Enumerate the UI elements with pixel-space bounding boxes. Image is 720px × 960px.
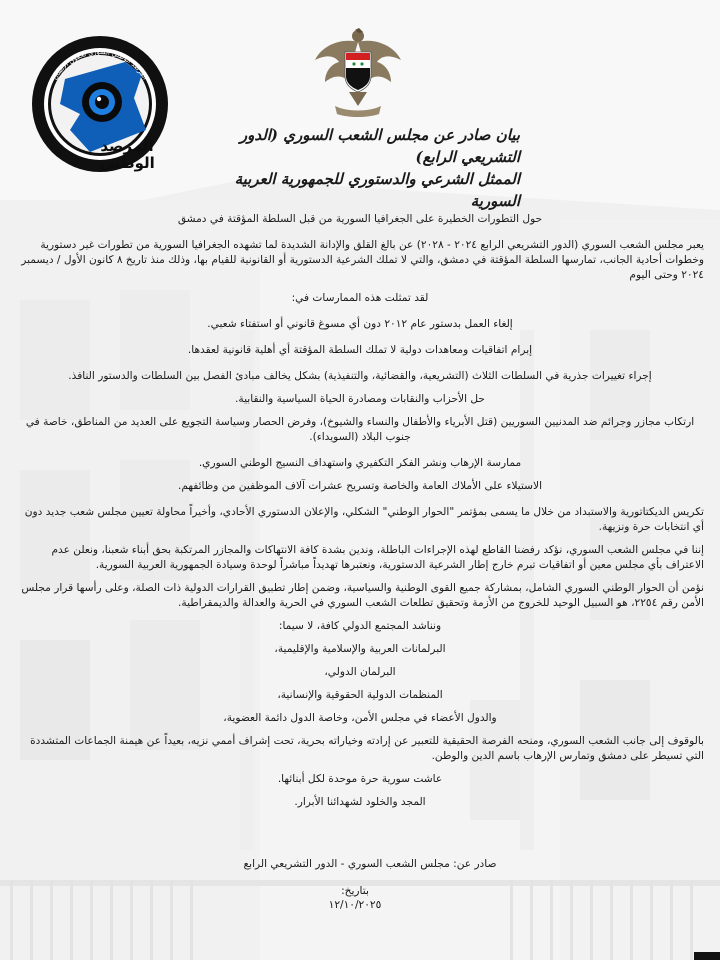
signature-date: [300, 884, 410, 912]
statement-header: [190, 124, 520, 212]
practice-item-3: إجراء تغييرات جذرية في السلطات الثلاث (التشريعية، والقضائية، والتنفيذية) بشكل يخالف مبادئ الفصل بين السلطات والدستور النافذ.: [68, 370, 652, 382]
statement-body: [16, 212, 704, 810]
practice-item-1: إلغاء العمل بدستور عام ٢٠١٢ دون أي مسوغ قانوني أو استفتاء شعبي.: [207, 318, 513, 330]
header-line-1: بيان صادر عن مجلس الشعب السوري (الدور التشريعي الرابع): [239, 126, 520, 166]
practice-item-6: ممارسة الإرهاب ونشر الفكر التكفيري واستهداف النسيج الوطني السوري.: [198, 457, 522, 469]
recipient-4: والدول الأعضاء في مجلس الأمن، وخاصة الدول دائمة العضوية،: [223, 712, 497, 724]
practices-heading: لقد تمثلت هذه الممارسات في:: [291, 292, 429, 304]
svg-text:المرصد الوطني السوري لحقوق الإ: المرصد الوطني السوري لحقوق الإنسان: [50, 47, 150, 82]
practice-item-4: حل الأحزاب والنقابات ومصادرة الحياة السياسية والنقابية.: [235, 393, 485, 405]
date-value: ١٢/١٠/٢٠٢٥: [328, 899, 382, 911]
recipient-3: المنظمات الدولية الحقوقية والإنسانية،: [277, 689, 443, 701]
logo-name: المرصد الوطني: [99, 137, 155, 172]
practice-item-7: الاستيلاء على الأملاك العامة والخاصة وتسريح عشرات آلاف الموظفين من وظائفهم.: [177, 480, 543, 492]
header-line-2: الممثل الشرعي والدستوري للجمهورية العربية السورية: [234, 170, 520, 210]
paragraph-4: بالوقوف إلى جانب الشعب السوري، ومنحه الفرصة الحقيقية للتعبير عن إرادته وخياراته بحرية، تحت إشراف أممي نزيه، بعيداً عن هيمنة الجماعات المتشددة التي تسيطر على دمشق وتمارس الإرهاب باسم الدين والوطن.: [30, 735, 704, 762]
paragraph-3: نؤمن أن الحوار الوطني السوري الشامل، بمشاركة جميع القوى الوطنية والسياسية، وضمن إطار تطبيق القرارات الدولية ذات الصلة، وعلى رأسها قرار مجلس الأمن رقم ٢٢٥٤، هو السبيل الوحيد للخروج من الأزمة وتحقيق تطلعات الشعب السوري في الحرية والعدالة والديمقراطية.: [21, 582, 704, 609]
closing-line-1: عاشت سورية حرة موحدة لكل أبنائها.: [277, 773, 443, 785]
signature-issuer: صادر عن: مجلس الشعب السوري - الدور التشريعي الرابع: [243, 858, 497, 870]
practice-item-2: إبرام اتفاقيات ومعاهدات دولية لا تملك السلطة المؤقتة أي أهلية قانونية لعقدها.: [187, 344, 533, 356]
appeal-line: ونناشد المجتمع الدولي كافة، لا سيما:: [278, 620, 442, 632]
date-label: بتاريخ:: [341, 885, 369, 897]
paragraph-2: إننا في مجلس الشعب السوري، نؤكد رفضنا القاطع لهذه الإجراءات الباطلة، وندين بشدة كافة الانتهاكات والمجازر المرتكبة بحق أبناء شعبنا، ونعلن عدم الاعتراف بأي مجلس معين أو اتفاقيات تبرم خارج إطار الشرعية الدستورية، ونعتبرها تهديداً مباشراً لوحدة وسيادة الجمهورية العربية السورية.: [51, 544, 704, 571]
recipient-2: البرلمان الدولي،: [324, 666, 396, 678]
intro-line: حول التطورات الخطيرة على الجغرافيا السورية من قبل السلطة المؤقتة في دمشق: [177, 213, 543, 225]
practice-item-8: تكريس الديكتاتورية والاستبداد من خلال ما يسمى بمؤتمر "الحوار الوطني" الشكلي، والإعلان الدستوري الأحادي، وأخيراً محاولة تعيين مجلس شعب جديد دون أي انتخابات حرة ونزيهة.: [24, 506, 704, 533]
syrian-eagle-emblem-icon: [313, 26, 403, 118]
corner-mark: [694, 952, 720, 960]
recipient-1: البرلمانات العربية والإسلامية والإقليمية،: [274, 643, 446, 655]
logo-ring-text: [30, 34, 170, 174]
practice-item-5: ارتكاب مجازر وجرائم ضد المدنيين السوريين (قتل الأبرياء والأطفال والنساء والشيوخ)، وفرض الحصار وسياسة التجويع على العديد من المناطق، خاصة في جنوب البلاد (السويداء).: [25, 416, 695, 443]
paragraph-1: يعبر مجلس الشعب السوري (الدور التشريعي الرابع ٢٠٢٤ - ٢٠٢٨) عن بالغ القلق والإدانة الشديدة لما تشهده الجغرافيا السورية من تطورات غير دستورية وخطوات أحادية الجانب، تمارسها السلطة المؤقتة في دمشق، والتي لا تملك الشرعية الدستورية أو القانونية للقيام بها، وذلك منذ تاريخ ٨ كانون الأول / ديسمبر ٢٠٢٤ وحتى اليوم: [21, 239, 704, 281]
closing-line-2: المجد والخلود لشهدائنا الأبرار.: [294, 796, 426, 808]
